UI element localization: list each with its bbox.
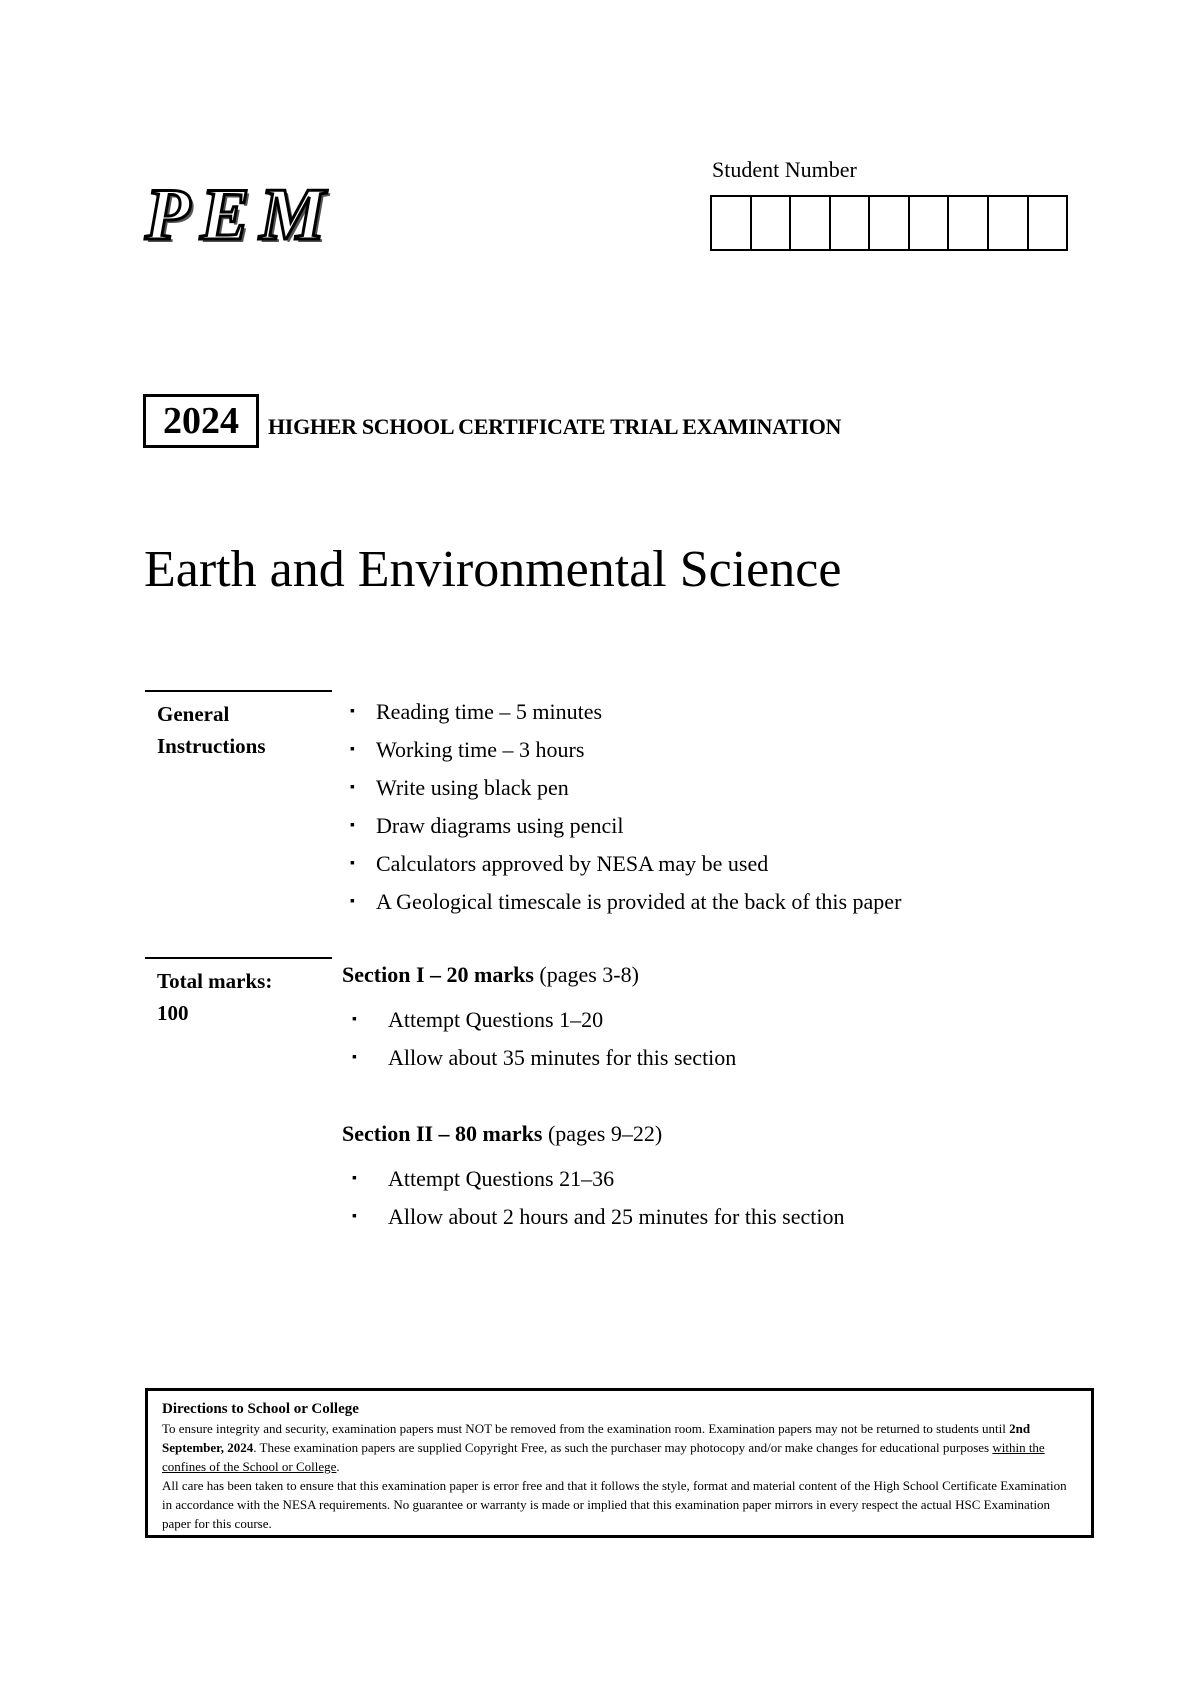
section-item-text: Attempt Questions 21–36	[388, 1166, 615, 1191]
student-number-digit-box[interactable]	[1029, 197, 1067, 249]
exam-year-box: 2024	[143, 394, 259, 448]
general-instructions-label-line2: Instructions	[157, 734, 266, 758]
instruction-item	[350, 883, 901, 921]
bullet-icon: ▪	[350, 742, 355, 757]
instruction-item	[350, 731, 901, 769]
instruction-text: Reading time – 5 minutes	[376, 699, 603, 724]
section-2-title: Section II – 80 marks	[342, 1121, 543, 1146]
student-number-digit-box[interactable]	[831, 197, 871, 249]
total-marks-label	[145, 957, 332, 1029]
instruction-text: A Geological timescale is provided at the back of this paper	[376, 889, 902, 914]
total-marks-text: Total marks:	[157, 969, 273, 993]
section-item	[352, 1039, 736, 1077]
bullet-icon: ▪	[350, 856, 355, 871]
directions-paragraph-2: All care has been taken to ensure that this examination paper is error free and that it follows the style, format and material content of the High School Certificate Examination in accordance with the NESA requirements. No guarantee or warranty is made or implied that this examination paper mirrors in every respect the actual HSC Examination paper for this course.	[162, 1478, 1067, 1531]
instruction-item	[350, 693, 901, 731]
exam-title: HIGHER SCHOOL CERTIFICATE TRIAL EXAMINATION	[268, 414, 842, 439]
bullet-icon: ▪	[350, 704, 355, 719]
student-number-digit-box[interactable]	[989, 197, 1029, 249]
instruction-text: Calculators approved by NESA may be used	[376, 851, 769, 876]
instruction-item	[350, 845, 901, 883]
instruction-text: Write using black pen	[376, 775, 569, 800]
section-item-text: Allow about 2 hours and 25 minutes for this section	[388, 1204, 845, 1229]
bullet-icon: ▪	[352, 1171, 357, 1186]
student-number-digit-box[interactable]	[870, 197, 910, 249]
instruction-text: Draw diagrams using pencil	[376, 813, 624, 838]
directions-box	[145, 1388, 1094, 1538]
directions-heading: Directions to School or College	[162, 1401, 359, 1417]
instruction-text: Working time – 3 hours	[376, 737, 585, 762]
subject-title: Earth and Environmental Science	[144, 541, 842, 598]
section-1-heading	[342, 962, 639, 988]
student-number-digit-box[interactable]	[752, 197, 792, 249]
bullet-icon: ▪	[352, 1050, 357, 1065]
general-instructions-list	[350, 693, 901, 921]
section-item-text: Allow about 35 minutes for this section	[388, 1045, 737, 1070]
section-1-title: Section I – 20 marks	[342, 962, 534, 987]
general-instructions-label-line1: General	[157, 702, 230, 726]
bullet-icon: ▪	[352, 1209, 357, 1224]
instruction-item	[350, 807, 901, 845]
directions-paragraph-1: To ensure integrity and security, examination papers must NOT be removed from the examination room. Examination papers may not be returned to students until 2nd September, 2024. These examination papers are supplied Copyright Free, as such the purchaser may photocopy and/or make changes for educational purposes within the confines of the School or College.	[162, 1421, 1045, 1474]
student-number-digit-box[interactable]	[910, 197, 950, 249]
student-number-digit-box[interactable]	[712, 197, 752, 249]
bullet-icon: ▪	[352, 1012, 357, 1027]
bullet-icon: ▪	[350, 818, 355, 833]
section-2-heading	[342, 1121, 662, 1147]
section-item	[352, 1001, 736, 1039]
bullet-icon: ▪	[350, 780, 355, 795]
section-1-list	[352, 1001, 736, 1077]
section-item	[352, 1160, 844, 1198]
total-marks-value: 100	[157, 1001, 189, 1025]
student-number-label: Student Number	[712, 157, 857, 182]
section-1-pages: (pages 3-8)	[539, 962, 639, 987]
instruction-item	[350, 769, 901, 807]
general-instructions-label	[145, 690, 332, 762]
section-item-text: Attempt Questions 1–20	[388, 1007, 604, 1032]
section-2-pages: (pages 9–22)	[547, 1121, 663, 1146]
section-2-list	[352, 1160, 844, 1236]
student-number-digit-box[interactable]	[949, 197, 989, 249]
pem-logo: PEM	[145, 174, 336, 256]
student-number-digit-box[interactable]	[791, 197, 831, 249]
student-number-field[interactable]	[710, 195, 1068, 251]
bullet-icon: ▪	[350, 894, 355, 909]
section-item	[352, 1198, 844, 1236]
